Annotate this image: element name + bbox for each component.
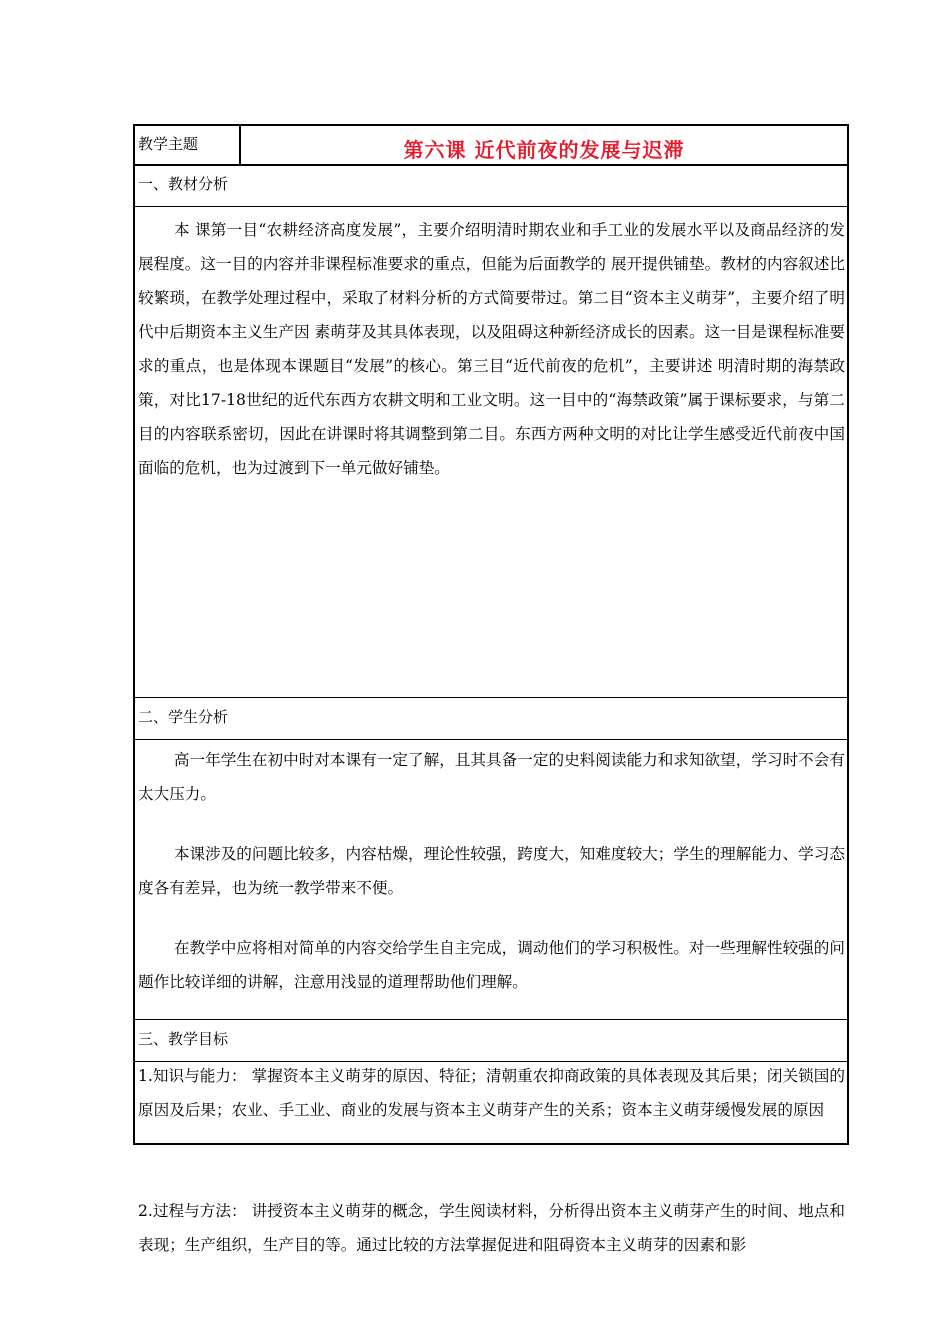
section-heading-row: [135, 698, 847, 740]
lesson-plan-table: [133, 124, 849, 1254]
topic-label: 教学主题: [138, 135, 199, 153]
section-heading: 一、教材分析: [138, 175, 229, 193]
section-heading-row: [135, 166, 847, 207]
paragraph: 高一年学生在初中时对本课有一定了解，且其具备一定的史料阅读能力和求知欲望，学习时不会有太大压力。: [138, 751, 845, 803]
paragraph: 在教学中应将相对简单的内容交给学生自主完成，调动他们的学习积极性。对一些理解性较强的问题作比较详细的讲解，注意用浅显的道理帮助他们理解。: [138, 939, 845, 991]
paragraph: 2.过程与方法： 讲授资本主义萌芽的概念，学生阅读材料，分析得出资本主义萌芽产生的时间、地点和表现；生产组织，生产目的等。通过比较的方法掌握促进和阻碍资本主义萌芽的因素和影: [138, 1202, 845, 1254]
paragraph: 本 课第一目“农耕经济高度发展”，主要介绍明清时期农业和手工业的发展水平以及商品经济的发展程度。这一目的内容并非课程标准要求的重点，但能为后面教学的 展开提供铺垫。教材的内容叙述比较繁琐，在教学处理过程中，采取了材料分析的方式简要带过。第二目“资本主义萌芽”，主要介绍了明代中后期资本主义生产因 素萌芽及其具体表现，以及阻碍这种新经济成长的因素。这一目是课程标准要求的重点，也是体现本课题目“发展”的核心。第三目“近代前夜的危机”，主要讲述 明清时期的海禁政策，对比17-18世纪的近代东西方农耕文明和工业文明。这一目中的“海禁政策”属于课标要求，与第二目的内容联系密切，因此在讲课时将其调整到第二目。东西方两种文明的对比让学生感受近代前夜中国面临的危机，也为过渡到下一单元做好铺垫。: [138, 221, 845, 477]
section-heading: 二、学生分析: [138, 708, 229, 726]
title-row: [135, 126, 847, 166]
section-body-row: [135, 207, 847, 698]
paragraph: 本课涉及的问题比较多，内容枯燥，理论性较强，跨度大，知难度较大；学生的理解能力、学习态度各有差异，也为统一教学带来不便。: [138, 845, 845, 897]
section-body-row: [135, 740, 847, 1020]
paragraph: 1.知识与能力： 掌握资本主义萌芽的原因、特征；清朝重农抑商政策的具体表现及其后果；闭关锁国的原因及后果；农业、手工业、商业的发展与资本主义萌芽产生的关系；资本主义萌芽缓慢发展的原因: [138, 1067, 845, 1119]
lesson-title: 第六课 近代前夜的发展与迟滞: [403, 138, 685, 162]
section-body-continuation: [133, 1021, 849, 1145]
section-heading: 三、教学目标: [138, 1030, 229, 1048]
